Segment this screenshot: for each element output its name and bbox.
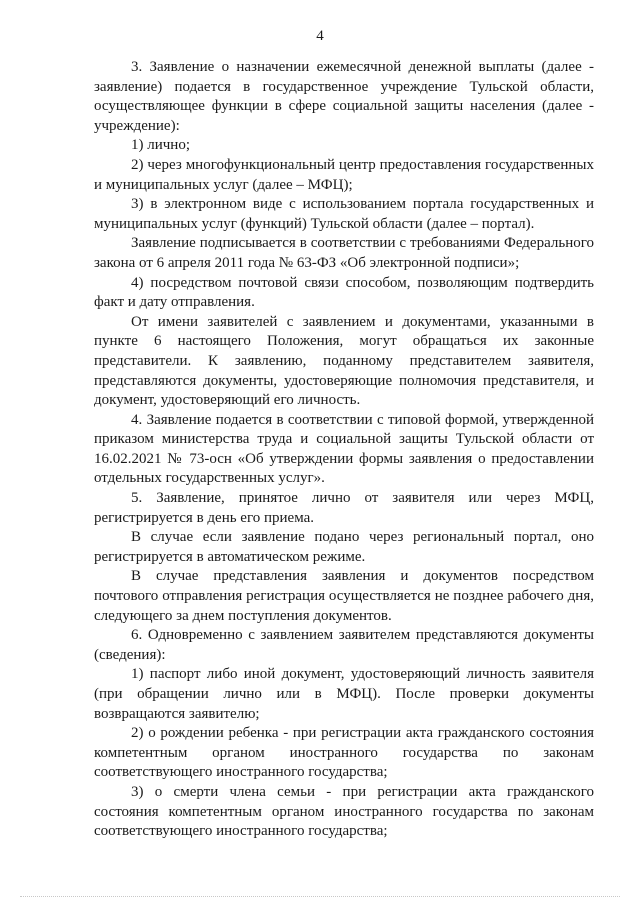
page-number: 4 [316, 28, 324, 44]
paragraph-representatives: От имени заявителей с заявлением и документами, указанными в пункте 6 настоящего Положения, могут обращаться их законные представители. К заявлению, поданному представителем заявителя, представляются документы, удостоверяющие полномочия представителя, и документ, удостоверяющий его личность. [94, 313, 594, 409]
paragraph-3-item-1: 1) лично; [131, 137, 190, 154]
paragraph-3-item-4: 4) посредством почтовой связи способом, позволяющим подтвердить факт и дату отправления. [94, 274, 594, 311]
paragraph-6-item-3: 3) о смерти члена семьи - при регистрации акта гражданского состояния компетентным органом иностранного государства по законам соответствующего иностранного государства; [94, 783, 594, 840]
paragraph-6-item-1: 1) паспорт либо иной документ, удостоверяющий личность заявителя (при обращении лично или в МФЦ). После проверки документы возвращаются заявителю; [94, 666, 594, 722]
paragraph-6-item-2: 2) о рождении ребенка - при регистрации акта гражданского состояния компетентным органом иностранного государства по законам соответствующего иностранного государства; [94, 725, 594, 781]
paragraph-3-item-3: 3) в электронном виде с использованием портала государственных и муниципальных услуг (функций) Тульской области (далее – портал). [94, 196, 594, 232]
paragraph-portal-registration: В случае если заявление подано через региональный портал, оно регистрируется в автоматическом режиме. [94, 529, 594, 565]
paragraph-5: 5. Заявление, принятое лично от заявителя или через МФЦ, регистрируется в день его приема. [94, 490, 594, 526]
document-body [94, 58, 594, 842]
paragraph-signature: Заявление подписывается в соответствии с требованиями Федерального закона от 6 апреля 2011 года № 63-ФЗ «Об электронной подписи»; [94, 235, 594, 271]
scan-artifact-line [20, 894, 620, 897]
paragraph-6: 6. Одновременно с заявлением заявителем представляются документы (сведения): [94, 627, 594, 663]
paragraph-3-item-2: 2) через многофункциональный центр предоставления государственных и муниципальных услуг (далее – МФЦ); [94, 156, 594, 193]
paragraph-postal-registration: В случае представления заявления и документов посредством почтового отправления регистрация осуществляется не позднее рабочего дня, следующего за днем поступления документов. [94, 568, 594, 624]
paragraph-3: 3. Заявление о назначении ежемесячной денежной выплаты (далее - заявление) подается в государственное учреждение Тульской области, осуществляющее функции в сфере социальной защиты населения (далее - учреждение): [94, 59, 594, 134]
paragraph-4: 4. Заявление подается в соответствии с типовой формой, утвержденной приказом министерства труда и социальной защиты Тульской области от 16.02.2021 № 73-осн «Об утверждении формы заявления о предоставлении отдельных государственных услуг». [94, 411, 594, 487]
